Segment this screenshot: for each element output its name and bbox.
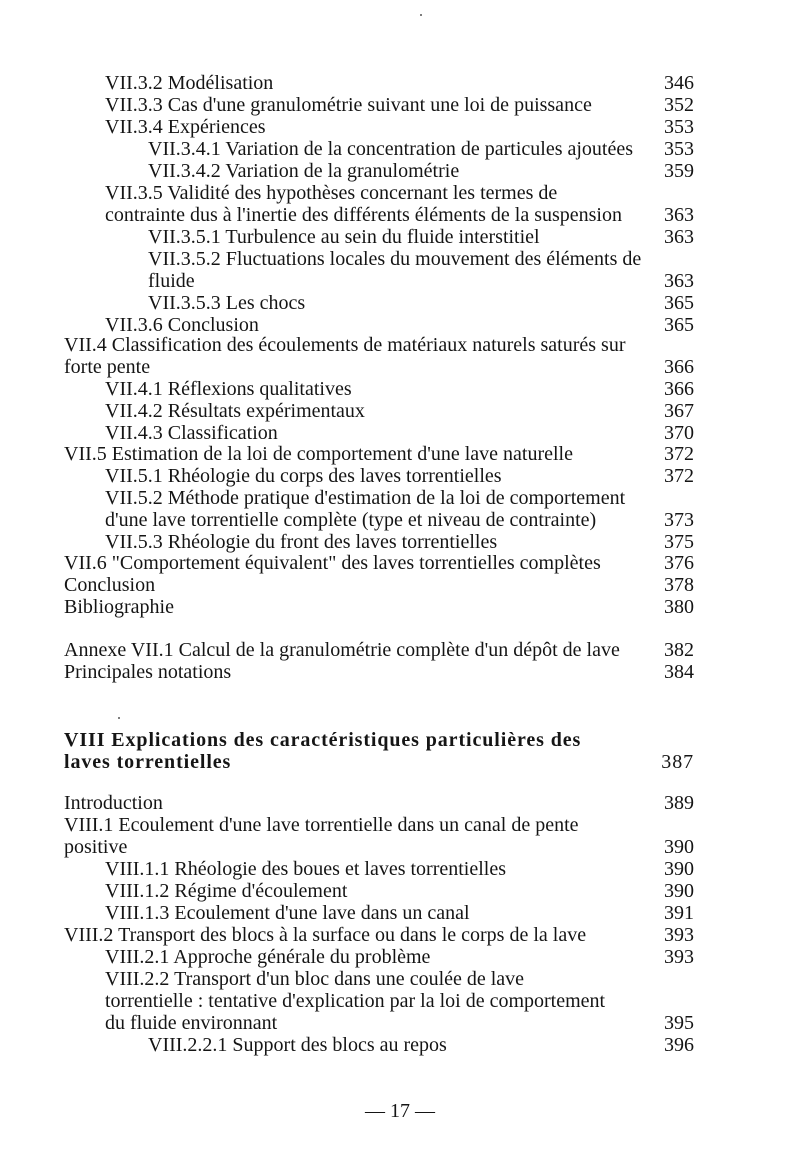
toc-entry-page: 365 [664, 314, 694, 336]
toc-entry-page: 376 [664, 552, 694, 574]
toc-entry-title: VII.4 Classification des écoulements de matériaux naturels saturés sur [64, 334, 626, 356]
toc-entry [0, 333, 800, 357]
toc-entry-continuation [0, 1011, 800, 1035]
toc-entry-title: VIII.2.2 Transport d'un bloc dans une coulée de lave [105, 968, 525, 990]
toc-entry [0, 551, 800, 575]
toc-entry-page: 352 [664, 94, 694, 116]
toc-entry [0, 399, 800, 423]
toc-entry-page: 363 [664, 204, 694, 226]
toc-entry [0, 901, 800, 925]
toc-entry [0, 291, 800, 315]
toc-entry-title: laves torrentielles [64, 751, 232, 773]
toc-entry [0, 137, 800, 161]
toc-entry-page: 375 [664, 531, 694, 553]
toc-entry [0, 1033, 800, 1057]
toc-entry [0, 93, 800, 117]
toc-entry-title: d'une lave torrentielle complète (type et niveau de contrainte) [105, 509, 597, 531]
toc-entry-page: 391 [664, 902, 694, 924]
toc-entry-title: VII.5.2 Méthode pratique d'estimation de la loi de comportement [105, 487, 626, 509]
toc-entry [0, 181, 800, 205]
toc-entry-continuation [0, 835, 800, 859]
toc-entry-title: Bibliographie [64, 596, 174, 618]
toc-entry [0, 813, 800, 837]
toc-entry-page: 396 [664, 1034, 694, 1056]
toc-entry-title: VII.3.4.1 Variation de la concentration de particules ajoutées [148, 138, 634, 160]
toc-entry-title: positive [64, 836, 128, 858]
toc-entry-title: VII.3.4.2 Variation de la granulométrie [148, 160, 460, 182]
toc-entry-title: VII.6 "Comportement équivalent" des laves torrentielles complètes [64, 552, 601, 574]
toc-entry [0, 225, 800, 249]
toc-entry-title: VII.4.3 Classification [105, 422, 278, 444]
toc-entry-title: du fluide environnant [105, 1012, 278, 1034]
toc-entry-title: VII.3.6 Conclusion [105, 314, 259, 336]
toc-entry [0, 159, 800, 183]
toc-entry [0, 967, 800, 991]
toc-entry-continuation [0, 203, 800, 227]
toc-entry-title: VII.3.5.2 Fluctuations locales du mouvement des éléments de [148, 248, 642, 270]
toc-entry-page: 384 [664, 661, 694, 683]
toc-entry-title: Conclusion [64, 574, 156, 596]
toc-entry-page: 387 [661, 751, 694, 773]
toc-entry-title: VII.5 Estimation de la loi de comportement d'une lave naturelle [64, 443, 573, 465]
toc-entry-title: torrentielle : tentative d'explication par la loi de comportement [105, 990, 606, 1012]
toc-entry-title: forte pente [64, 356, 151, 378]
toc-entry-title: VIII.1.1 Rhéologie des boues et laves torrentielles [105, 858, 506, 880]
toc-entry [0, 923, 800, 947]
toc-entry [0, 660, 800, 684]
toc-entry-page: 370 [664, 422, 694, 444]
toc-entry [0, 377, 800, 401]
toc-entry [0, 791, 800, 815]
toc-entry-page: 346 [664, 72, 694, 94]
toc-entry-page: 353 [664, 138, 694, 160]
toc-entry [0, 486, 800, 510]
toc-entry [0, 945, 800, 969]
toc-entry-title: VIII.2 Transport des blocs à la surface ou dans le corps de la lave [64, 924, 587, 946]
toc-entry-page: 363 [664, 226, 694, 248]
toc-entry-page: 367 [664, 400, 694, 422]
toc-entry-title: VIII.2.1 Approche générale du problème [105, 946, 431, 968]
toc-entry-page: 373 [664, 509, 694, 531]
toc-entry-title: VII.3.5 Validité des hypothèses concernant les termes de [105, 182, 558, 204]
toc-entry-title: VIII.1.3 Ecoulement d'une lave dans un canal [105, 902, 470, 924]
page-number: — 17 — [365, 1100, 435, 1122]
scan-speck [420, 14, 422, 16]
toc-entry-title: VII.3.3 Cas d'une granulométrie suivant une loi de puissance [105, 94, 592, 116]
toc-entry-title: VII.4.2 Résultats expérimentaux [105, 400, 365, 422]
toc-entry [0, 464, 800, 488]
toc-entry-continuation [0, 269, 800, 293]
toc-entry [0, 247, 800, 271]
toc-entry [0, 857, 800, 881]
toc-entry-page: 365 [664, 292, 694, 314]
toc-entry [0, 638, 800, 662]
toc-entry [0, 879, 800, 903]
toc-entry-page: 393 [664, 924, 694, 946]
toc-entry-title: VII.3.2 Modélisation [105, 72, 274, 94]
scan-speck [118, 717, 120, 719]
toc-entry-page: 366 [664, 378, 694, 400]
toc-entry-title: VIII Explications des caractéristiques particulières des [64, 729, 582, 751]
toc-entry-page: 372 [664, 465, 694, 487]
toc-entry-title: VIII.2.2.1 Support des blocs au repos [148, 1034, 447, 1056]
toc-entry-title: Annexe VII.1 Calcul de la granulométrie complète d'un dépôt de lave [64, 639, 620, 661]
toc-entry-title: VII.3.4 Expériences [105, 116, 266, 138]
toc-entry-title: VII.4.1 Réflexions qualitatives [105, 378, 352, 400]
toc-entry [0, 115, 800, 139]
toc-entry [0, 728, 800, 752]
toc-entry-title: Introduction [64, 792, 163, 814]
toc-entry-page: 389 [664, 792, 694, 814]
toc-entry-title: VII.3.5.1 Turbulence au sein du fluide interstitiel [148, 226, 540, 248]
toc-entry-page: 393 [664, 946, 694, 968]
toc-entry-page: 353 [664, 116, 694, 138]
toc-entry-page: 372 [664, 443, 694, 465]
toc-entry [0, 71, 800, 95]
toc-entry-page: 359 [664, 160, 694, 182]
toc-entry-page: 366 [664, 356, 694, 378]
toc-entry-continuation [0, 355, 800, 379]
toc-entry-page: 390 [664, 858, 694, 880]
toc-entry-title: Principales notations [64, 661, 232, 683]
toc-entry-page: 382 [664, 639, 694, 661]
toc-entry-title: VII.3.5.3 Les chocs [148, 292, 306, 314]
toc-entry [0, 573, 800, 597]
toc-entry-page: 380 [664, 596, 694, 618]
toc-entry-title: VII.5.3 Rhéologie du front des laves torrentielles [105, 531, 498, 553]
toc-entry-title: contrainte dus à l'inertie des différents éléments de la suspension [105, 204, 622, 226]
toc-entry [0, 595, 800, 619]
toc-entry-continuation [0, 508, 800, 532]
toc-entry-title: VIII.1 Ecoulement d'une lave torrentielle dans un canal de pente [64, 814, 579, 836]
toc-entry-continuation [0, 989, 800, 1013]
toc-entry-title: VIII.1.2 Régime d'écoulement [105, 880, 348, 902]
toc-entry-page: 390 [664, 836, 694, 858]
toc-entry-page: 378 [664, 574, 694, 596]
toc-entry-page: 363 [664, 270, 694, 292]
toc-entry-page: 395 [664, 1012, 694, 1034]
toc-entry-continuation [0, 750, 800, 774]
toc-entry-title: VII.5.1 Rhéologie du corps des laves torrentielles [105, 465, 502, 487]
toc-entry [0, 442, 800, 466]
toc-entry-page: 390 [664, 880, 694, 902]
toc-entry-title: fluide [148, 270, 195, 292]
